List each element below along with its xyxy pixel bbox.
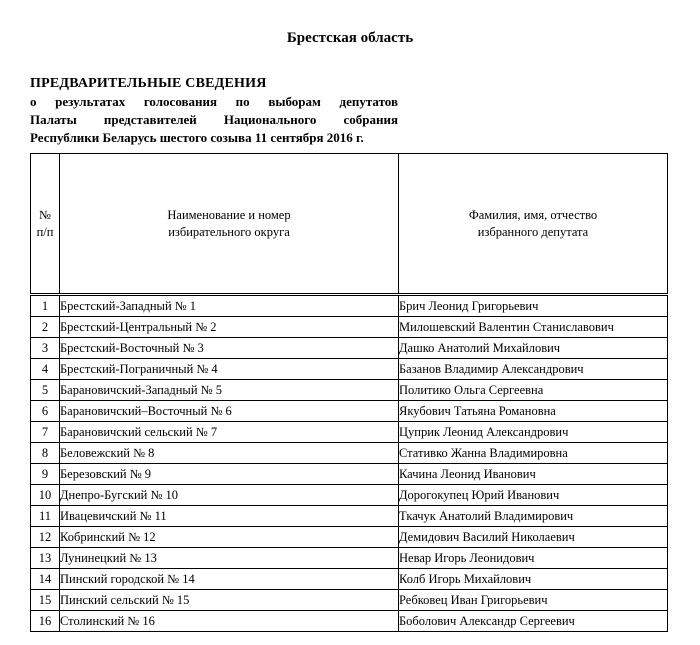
heading-line-3: Палаты представителей Национального собрания bbox=[30, 112, 398, 127]
deputy-name: Базанов Владимир Александрович bbox=[399, 359, 668, 380]
header-deputy-line-2: избранного депутата bbox=[477, 224, 589, 239]
table-row bbox=[31, 359, 668, 380]
table-row bbox=[31, 295, 668, 317]
row-number: 7 bbox=[31, 422, 60, 443]
district-name: Днепро-Бугский № 10 bbox=[60, 485, 399, 506]
district-name: Брестский-Центральный № 2 bbox=[60, 317, 399, 338]
district-name: Брестский-Западный № 1 bbox=[60, 295, 399, 317]
district-name: Пинский сельский № 15 bbox=[60, 590, 399, 611]
deputy-name: Дорогокупец Юрий Иванович bbox=[399, 485, 668, 506]
table-row bbox=[31, 443, 668, 464]
table-header-row bbox=[31, 154, 668, 295]
district-name: Ивацевичский № 11 bbox=[60, 506, 399, 527]
row-number: 9 bbox=[31, 464, 60, 485]
deputy-name: Невар Игорь Леонидович bbox=[399, 548, 668, 569]
district-name: Березовский № 9 bbox=[60, 464, 399, 485]
row-number: 1 bbox=[31, 295, 60, 317]
deputy-name: Качина Леонид Иванович bbox=[399, 464, 668, 485]
table-row bbox=[31, 611, 668, 632]
row-number: 3 bbox=[31, 338, 60, 359]
deputy-name: Цуприк Леонид Александрович bbox=[399, 422, 668, 443]
table-row bbox=[31, 548, 668, 569]
heading-title: ПРЕДВАРИТЕЛЬНЫЕ СВЕДЕНИЯ bbox=[30, 76, 267, 91]
district-name: Брестский-Восточный № 3 bbox=[60, 338, 399, 359]
district-name: Беловежский № 8 bbox=[60, 443, 399, 464]
header-number-line-2: п/п bbox=[36, 224, 54, 239]
row-number: 14 bbox=[31, 569, 60, 590]
deputy-name: Политико Ольга Сергеевна bbox=[399, 380, 668, 401]
table-row bbox=[31, 506, 668, 527]
row-number: 4 bbox=[31, 359, 60, 380]
deputy-name: Якубович Татьяна Романовна bbox=[399, 401, 668, 422]
region-title: Брестская область bbox=[286, 30, 414, 46]
row-number: 5 bbox=[31, 380, 60, 401]
table-row bbox=[31, 569, 668, 590]
header-deputy-line-1: Фамилия, имя, отчество bbox=[468, 207, 598, 222]
deputy-name: Колб Игорь Михайлович bbox=[399, 569, 668, 590]
district-name: Столинский № 16 bbox=[60, 611, 399, 632]
table-row bbox=[31, 401, 668, 422]
district-name: Лунинецкий № 13 bbox=[60, 548, 399, 569]
table-row bbox=[31, 485, 668, 506]
table-row bbox=[31, 380, 668, 401]
row-number: 6 bbox=[31, 401, 60, 422]
table-row bbox=[31, 590, 668, 611]
row-number: 15 bbox=[31, 590, 60, 611]
deputy-name: Боболович Александр Сергеевич bbox=[399, 611, 668, 632]
header-number bbox=[31, 154, 60, 295]
deputy-name: Милошевский Валентин Станиславович bbox=[399, 317, 668, 338]
district-name: Барановичский–Восточный № 6 bbox=[60, 401, 399, 422]
row-number: 8 bbox=[31, 443, 60, 464]
deputy-name: Ткачук Анатолий Владимирович bbox=[399, 506, 668, 527]
row-number: 12 bbox=[31, 527, 60, 548]
district-name: Барановичский-Западный № 5 bbox=[60, 380, 399, 401]
district-name: Брестский-Пограничный № 4 bbox=[60, 359, 399, 380]
header-deputy bbox=[399, 154, 668, 295]
district-name: Кобринский № 12 bbox=[60, 527, 399, 548]
table-row bbox=[31, 422, 668, 443]
heading-line-4: Республики Беларусь шестого созыва 11 сентября 2016 г. bbox=[30, 130, 364, 145]
table-row bbox=[31, 527, 668, 548]
row-number: 10 bbox=[31, 485, 60, 506]
row-number: 16 bbox=[31, 611, 60, 632]
document-heading bbox=[30, 75, 398, 147]
district-name: Пинский городской № 14 bbox=[60, 569, 399, 590]
district-name: Барановичский сельский № 7 bbox=[60, 422, 399, 443]
row-number: 13 bbox=[31, 548, 60, 569]
deputy-name: Брич Леонид Григорьевич bbox=[399, 295, 668, 317]
header-district-line-1: Наименование и номер bbox=[167, 207, 291, 222]
table-row bbox=[31, 464, 668, 485]
deputy-name: Демидович Василий Николаевич bbox=[399, 527, 668, 548]
deputy-name: Ребковец Иван Григорьевич bbox=[399, 590, 668, 611]
deputy-name: Стативко Жанна Владимировна bbox=[399, 443, 668, 464]
header-district bbox=[60, 154, 399, 295]
table-row bbox=[31, 317, 668, 338]
header-number-line-1: № bbox=[39, 207, 51, 222]
table-row bbox=[31, 338, 668, 359]
results-table bbox=[30, 153, 668, 632]
row-number: 11 bbox=[31, 506, 60, 527]
deputy-name: Дашко Анатолий Михайлович bbox=[399, 338, 668, 359]
header-district-line-2: избирательного округа bbox=[168, 224, 290, 239]
heading-line-2: о результатах голосования по выборам депутатов bbox=[30, 94, 398, 109]
row-number: 2 bbox=[31, 317, 60, 338]
